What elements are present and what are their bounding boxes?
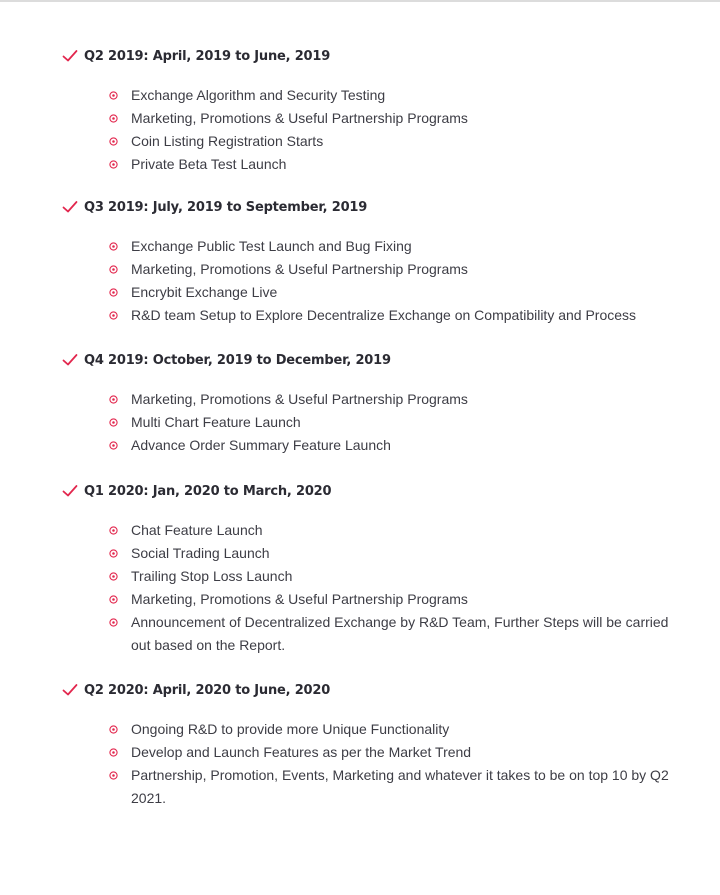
circle-dot-icon xyxy=(109,242,118,251)
list-item-text: R&D team Setup to Explore Decentralize Exchange on Compatibility and Process xyxy=(131,307,637,323)
circle-dot-icon xyxy=(109,311,118,320)
list-item-text: Coin Listing Registration Starts xyxy=(131,133,324,149)
circle-dot-icon xyxy=(109,418,118,427)
phase-title: Q2 2020: April, 2020 to June, 2020 xyxy=(84,682,331,698)
top-divider xyxy=(0,0,720,2)
checkmark-icon xyxy=(62,200,78,214)
list-item xyxy=(0,411,720,434)
list-item-text: Announcement of Decentralized Exchange by R&D Team, Further Steps will be carried out based on the Report. xyxy=(131,614,669,653)
phase-header xyxy=(62,46,330,66)
circle-dot-icon xyxy=(109,395,118,404)
circle-dot-icon xyxy=(109,549,118,558)
phase-header xyxy=(62,481,331,501)
phase-title: Q1 2020: Jan, 2020 to March, 2020 xyxy=(84,483,332,499)
checkmark-icon xyxy=(62,49,78,63)
list-item-text: Encrybit Exchange Live xyxy=(131,284,278,300)
list-item-text: Social Trading Launch xyxy=(131,545,270,561)
list-item-text: Multi Chart Feature Launch xyxy=(131,414,301,430)
milestone-list xyxy=(0,718,720,810)
circle-dot-icon xyxy=(109,618,118,627)
list-item xyxy=(0,434,720,457)
list-item-text: Marketing, Promotions & Useful Partnership Programs xyxy=(131,591,468,607)
list-item xyxy=(0,741,720,764)
checkmark-icon xyxy=(62,683,78,697)
milestone-list xyxy=(0,388,720,457)
list-item-text: Develop and Launch Features as per the Market Trend xyxy=(131,744,472,760)
list-item xyxy=(0,718,720,741)
list-item-text: Marketing, Promotions & Useful Partnership Programs xyxy=(131,261,468,277)
list-item xyxy=(0,611,720,657)
list-item xyxy=(0,281,720,304)
list-item xyxy=(0,235,720,258)
list-item xyxy=(0,107,720,130)
list-item xyxy=(0,764,720,810)
circle-dot-icon xyxy=(109,771,118,780)
list-item-text: Partnership, Promotion, Events, Marketing and whatever it takes to be on top 10 by Q2 2021. xyxy=(131,767,669,806)
circle-dot-icon xyxy=(109,725,118,734)
list-item-text: Chat Feature Launch xyxy=(131,522,263,538)
list-item-text: Exchange Algorithm and Security Testing xyxy=(131,87,386,103)
list-item xyxy=(0,542,720,565)
circle-dot-icon xyxy=(109,572,118,581)
circle-dot-icon xyxy=(109,441,118,450)
list-item xyxy=(0,258,720,281)
circle-dot-icon xyxy=(109,160,118,169)
milestone-list xyxy=(0,84,720,176)
phase-header xyxy=(62,350,391,370)
list-item xyxy=(0,565,720,588)
list-item-text: Marketing, Promotions & Useful Partnership Programs xyxy=(131,391,468,407)
list-item xyxy=(0,388,720,411)
circle-dot-icon xyxy=(109,265,118,274)
list-item-text: Marketing, Promotions & Useful Partnership Programs xyxy=(131,110,468,126)
circle-dot-icon xyxy=(109,526,118,535)
checkmark-icon xyxy=(62,484,78,498)
list-item-text: Trailing Stop Loss Launch xyxy=(131,568,293,584)
list-item xyxy=(0,588,720,611)
list-item xyxy=(0,84,720,107)
list-item-text: Ongoing R&D to provide more Unique Functionality xyxy=(131,721,450,737)
list-item xyxy=(0,519,720,542)
circle-dot-icon xyxy=(109,595,118,604)
phase-header xyxy=(62,197,367,217)
phase-header xyxy=(62,680,330,700)
checkmark-icon xyxy=(62,353,78,367)
list-item xyxy=(0,130,720,153)
circle-dot-icon xyxy=(109,748,118,757)
list-item-text: Private Beta Test Launch xyxy=(131,156,287,172)
list-item xyxy=(0,153,720,176)
list-item-text: Advance Order Summary Feature Launch xyxy=(131,437,391,453)
list-item-text: Exchange Public Test Launch and Bug Fixing xyxy=(131,238,412,254)
circle-dot-icon xyxy=(109,114,118,123)
phase-title: Q3 2019: July, 2019 to September, 2019 xyxy=(84,199,368,215)
circle-dot-icon xyxy=(109,91,118,100)
circle-dot-icon xyxy=(109,288,118,297)
list-item xyxy=(0,304,720,327)
milestone-list xyxy=(0,519,720,657)
phase-title: Q2 2019: April, 2019 to June, 2019 xyxy=(84,48,331,64)
milestone-list xyxy=(0,235,720,327)
phase-title: Q4 2019: October, 2019 to December, 2019 xyxy=(84,352,391,368)
circle-dot-icon xyxy=(109,137,118,146)
